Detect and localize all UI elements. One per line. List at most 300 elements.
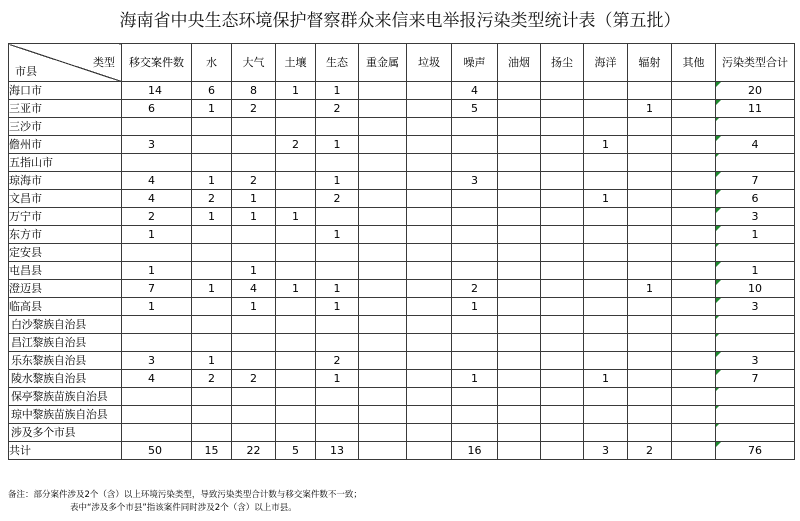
count-cell: 2 <box>232 100 276 118</box>
column-header: 生态 <box>316 44 359 82</box>
count-cell <box>498 406 541 424</box>
pollution-total-cell <box>716 316 795 334</box>
pollution-total-cell <box>716 154 795 172</box>
count-cell <box>541 100 584 118</box>
count-cell <box>672 316 716 334</box>
count-cell <box>316 244 359 262</box>
city-name-cell: 万宁市 <box>9 208 122 226</box>
count-cell <box>672 442 716 460</box>
city-name-cell: 三沙市 <box>9 118 122 136</box>
count-cell <box>192 388 232 406</box>
count-cell <box>584 226 628 244</box>
count-cell <box>498 298 541 316</box>
footnote-2: 表中“涉及多个市县”指该案件同时涉及2个（含）以上市县。 <box>70 503 297 513</box>
table-row <box>9 82 795 100</box>
count-cell <box>316 316 359 334</box>
statistics-table <box>8 43 795 460</box>
count-cell: 4 <box>122 370 192 388</box>
column-header: 海洋 <box>584 44 628 82</box>
count-cell <box>541 334 584 352</box>
count-cell <box>628 82 672 100</box>
count-cell <box>452 406 498 424</box>
count-cell <box>628 136 672 154</box>
count-cell <box>359 244 407 262</box>
count-cell <box>359 172 407 190</box>
count-cell: 6 <box>192 82 232 100</box>
count-cell <box>584 244 628 262</box>
count-cell <box>498 208 541 226</box>
pollution-total-cell: 3 <box>716 208 795 226</box>
count-cell <box>192 424 232 442</box>
count-cell: 1 <box>232 208 276 226</box>
count-cell <box>359 280 407 298</box>
count-cell <box>628 154 672 172</box>
count-cell <box>628 316 672 334</box>
footnote-1: 备注：部分案件涉及2个（含）以上环境污染类型，导致污染类型合计数与移交案件数不一致； <box>8 490 362 500</box>
count-cell <box>672 172 716 190</box>
column-header: 水 <box>192 44 232 82</box>
count-cell <box>192 226 232 244</box>
city-name-cell: 涉及多个市县 <box>9 424 122 442</box>
count-cell: 2 <box>628 442 672 460</box>
count-cell <box>232 388 276 406</box>
count-cell <box>498 262 541 280</box>
count-cell <box>584 388 628 406</box>
count-cell <box>359 352 407 370</box>
count-cell <box>672 388 716 406</box>
city-name-cell: 昌江黎族自治县 <box>9 334 122 352</box>
pollution-total-cell <box>716 244 795 262</box>
count-cell: 16 <box>452 442 498 460</box>
count-cell <box>541 154 584 172</box>
count-cell: 4 <box>452 82 498 100</box>
count-cell <box>316 334 359 352</box>
count-cell: 13 <box>316 442 359 460</box>
table-header-row <box>9 44 795 82</box>
count-cell <box>584 262 628 280</box>
count-cell <box>192 244 232 262</box>
count-cell <box>122 406 192 424</box>
count-cell <box>407 226 452 244</box>
count-cell: 1 <box>122 262 192 280</box>
count-cell: 2 <box>316 100 359 118</box>
count-cell <box>122 424 192 442</box>
count-cell <box>672 334 716 352</box>
city-name-cell: 海口市 <box>9 82 122 100</box>
count-cell <box>316 262 359 280</box>
count-cell: 3 <box>122 136 192 154</box>
column-header: 重金属 <box>359 44 407 82</box>
count-cell <box>407 280 452 298</box>
count-cell <box>672 262 716 280</box>
column-header: 大气 <box>232 44 276 82</box>
count-cell <box>498 316 541 334</box>
count-cell: 2 <box>276 136 316 154</box>
count-cell <box>122 334 192 352</box>
count-cell <box>407 388 452 406</box>
count-cell <box>672 136 716 154</box>
count-cell <box>672 100 716 118</box>
count-cell: 1 <box>122 298 192 316</box>
count-cell <box>541 316 584 334</box>
count-cell <box>672 424 716 442</box>
count-cell <box>584 100 628 118</box>
count-cell <box>359 316 407 334</box>
pollution-total-cell: 1 <box>716 226 795 244</box>
count-cell <box>584 280 628 298</box>
pollution-total-cell <box>716 334 795 352</box>
count-cell: 1 <box>316 136 359 154</box>
pollution-total-cell: 76 <box>716 442 795 460</box>
count-cell <box>359 442 407 460</box>
count-cell <box>232 244 276 262</box>
count-cell <box>232 352 276 370</box>
count-cell <box>628 352 672 370</box>
count-cell <box>541 280 584 298</box>
count-cell <box>498 442 541 460</box>
page-title: 海南省中央生态环境保护督察群众来信来电举报污染类型统计表（第五批） <box>119 11 681 31</box>
count-cell <box>584 352 628 370</box>
count-cell <box>276 406 316 424</box>
pollution-total-cell: 11 <box>716 100 795 118</box>
count-cell <box>541 442 584 460</box>
count-cell <box>276 172 316 190</box>
count-cell <box>541 172 584 190</box>
count-cell <box>672 280 716 298</box>
city-name-cell: 三亚市 <box>9 100 122 118</box>
count-cell: 50 <box>122 442 192 460</box>
count-cell <box>359 190 407 208</box>
count-cell <box>672 244 716 262</box>
count-cell: 5 <box>452 100 498 118</box>
count-cell: 2 <box>232 172 276 190</box>
count-cell <box>276 388 316 406</box>
table-row <box>9 280 795 298</box>
count-cell <box>628 208 672 226</box>
count-cell <box>672 118 716 136</box>
count-cell <box>359 298 407 316</box>
count-cell <box>672 208 716 226</box>
count-cell <box>407 442 452 460</box>
table-row <box>9 154 795 172</box>
count-cell <box>452 262 498 280</box>
pollution-total-cell: 10 <box>716 280 795 298</box>
table-row <box>9 334 795 352</box>
count-cell <box>452 226 498 244</box>
count-cell <box>232 154 276 172</box>
count-cell <box>359 118 407 136</box>
count-cell: 2 <box>192 370 232 388</box>
count-cell <box>407 424 452 442</box>
count-cell <box>232 226 276 244</box>
count-cell <box>541 298 584 316</box>
count-cell <box>584 334 628 352</box>
column-header: 辐射 <box>628 44 672 82</box>
count-cell <box>541 226 584 244</box>
count-cell <box>192 154 232 172</box>
count-cell <box>452 352 498 370</box>
count-cell <box>276 262 316 280</box>
count-cell <box>584 208 628 226</box>
count-cell <box>276 352 316 370</box>
count-cell <box>452 118 498 136</box>
city-name-cell: 乐东黎族自治县 <box>9 352 122 370</box>
column-header: 土壤 <box>276 44 316 82</box>
count-cell <box>498 334 541 352</box>
count-cell <box>452 136 498 154</box>
count-cell: 1 <box>316 82 359 100</box>
count-cell <box>407 406 452 424</box>
count-cell: 1 <box>192 352 232 370</box>
count-cell <box>584 172 628 190</box>
count-cell: 1 <box>316 280 359 298</box>
count-cell: 15 <box>192 442 232 460</box>
count-cell <box>192 298 232 316</box>
count-cell <box>359 136 407 154</box>
count-cell <box>407 118 452 136</box>
table-row <box>9 370 795 388</box>
count-cell <box>407 316 452 334</box>
count-cell <box>498 136 541 154</box>
count-cell: 1 <box>316 298 359 316</box>
count-cell <box>359 388 407 406</box>
count-cell: 1 <box>584 190 628 208</box>
pollution-total-cell <box>716 406 795 424</box>
count-cell <box>122 316 192 334</box>
count-cell <box>407 136 452 154</box>
count-cell <box>192 334 232 352</box>
count-cell: 1 <box>316 370 359 388</box>
count-cell: 1 <box>276 82 316 100</box>
count-cell <box>498 100 541 118</box>
count-cell <box>276 370 316 388</box>
count-cell <box>359 208 407 226</box>
count-cell <box>452 388 498 406</box>
count-cell <box>316 424 359 442</box>
table-row <box>9 406 795 424</box>
count-cell: 4 <box>122 172 192 190</box>
count-cell <box>407 154 452 172</box>
count-cell <box>672 298 716 316</box>
count-cell <box>407 208 452 226</box>
count-cell <box>407 244 452 262</box>
city-name-cell: 共计 <box>9 442 122 460</box>
count-cell <box>232 118 276 136</box>
count-cell: 3 <box>584 442 628 460</box>
count-cell <box>498 388 541 406</box>
count-cell <box>407 370 452 388</box>
count-cell <box>122 154 192 172</box>
count-cell: 2 <box>452 280 498 298</box>
pollution-total-cell: 7 <box>716 172 795 190</box>
count-cell <box>541 352 584 370</box>
count-cell <box>498 424 541 442</box>
city-name-cell: 五指山市 <box>9 154 122 172</box>
count-cell <box>498 244 541 262</box>
count-cell <box>452 208 498 226</box>
count-cell <box>407 298 452 316</box>
pollution-total-cell <box>716 424 795 442</box>
count-cell <box>452 424 498 442</box>
count-cell <box>584 82 628 100</box>
count-cell <box>192 262 232 280</box>
count-cell: 1 <box>584 136 628 154</box>
count-cell: 1 <box>192 100 232 118</box>
count-cell: 1 <box>452 370 498 388</box>
count-cell <box>407 172 452 190</box>
count-cell <box>316 388 359 406</box>
pollution-total-cell: 7 <box>716 370 795 388</box>
count-cell <box>628 334 672 352</box>
city-name-cell: 白沙黎族自治县 <box>9 316 122 334</box>
count-cell <box>628 298 672 316</box>
count-cell: 8 <box>232 82 276 100</box>
count-cell <box>452 244 498 262</box>
column-header: 移交案件数 <box>122 44 192 82</box>
count-cell <box>541 82 584 100</box>
table-row <box>9 352 795 370</box>
count-cell <box>672 190 716 208</box>
count-cell <box>359 154 407 172</box>
count-cell <box>584 424 628 442</box>
count-cell <box>672 226 716 244</box>
pollution-total-cell <box>716 118 795 136</box>
count-cell <box>359 370 407 388</box>
city-name-cell: 琼海市 <box>9 172 122 190</box>
count-cell: 2 <box>122 208 192 226</box>
count-cell <box>192 136 232 154</box>
count-cell <box>276 154 316 172</box>
count-cell: 22 <box>232 442 276 460</box>
table-row <box>9 262 795 280</box>
count-cell: 1 <box>122 226 192 244</box>
count-cell <box>407 100 452 118</box>
count-cell <box>541 208 584 226</box>
count-cell <box>359 82 407 100</box>
count-cell <box>276 118 316 136</box>
count-cell: 1 <box>276 280 316 298</box>
count-cell <box>122 388 192 406</box>
count-cell: 1 <box>232 298 276 316</box>
count-cell <box>407 190 452 208</box>
count-cell <box>407 352 452 370</box>
count-cell <box>498 370 541 388</box>
count-cell <box>232 316 276 334</box>
count-cell <box>628 172 672 190</box>
pollution-total-cell: 6 <box>716 190 795 208</box>
count-cell <box>672 406 716 424</box>
count-cell <box>628 424 672 442</box>
count-cell <box>232 136 276 154</box>
city-name-cell: 屯昌县 <box>9 262 122 280</box>
count-cell <box>628 262 672 280</box>
count-cell: 1 <box>192 280 232 298</box>
count-cell <box>584 118 628 136</box>
table-row <box>9 136 795 154</box>
city-name-cell: 陵水黎族自治县 <box>9 370 122 388</box>
count-cell <box>628 388 672 406</box>
count-cell <box>541 388 584 406</box>
count-cell: 1 <box>276 208 316 226</box>
table-row <box>9 298 795 316</box>
count-cell <box>276 298 316 316</box>
city-name-cell: 定安县 <box>9 244 122 262</box>
count-cell <box>276 334 316 352</box>
count-cell <box>276 244 316 262</box>
column-header: 噪声 <box>452 44 498 82</box>
count-cell: 4 <box>232 280 276 298</box>
column-header: 垃圾 <box>407 44 452 82</box>
count-cell <box>541 406 584 424</box>
count-cell <box>672 154 716 172</box>
count-cell <box>276 100 316 118</box>
table-row <box>9 100 795 118</box>
count-cell <box>672 352 716 370</box>
count-cell <box>232 406 276 424</box>
count-cell <box>541 244 584 262</box>
count-cell: 4 <box>122 190 192 208</box>
count-cell <box>541 118 584 136</box>
count-cell <box>628 190 672 208</box>
count-cell <box>276 316 316 334</box>
count-cell: 3 <box>452 172 498 190</box>
count-cell <box>316 406 359 424</box>
count-cell <box>192 406 232 424</box>
count-cell: 1 <box>628 100 672 118</box>
count-cell: 2 <box>316 352 359 370</box>
count-cell: 2 <box>316 190 359 208</box>
count-cell: 5 <box>276 442 316 460</box>
table-row <box>9 190 795 208</box>
count-cell <box>192 118 232 136</box>
count-cell <box>359 424 407 442</box>
count-cell <box>541 136 584 154</box>
count-cell <box>276 226 316 244</box>
city-name-cell: 儋州市 <box>9 136 122 154</box>
count-cell <box>407 262 452 280</box>
table-row <box>9 388 795 406</box>
corner-header-cell <box>9 44 122 82</box>
city-name-cell: 保亭黎族苗族自治县 <box>9 388 122 406</box>
table-row <box>9 118 795 136</box>
count-cell: 1 <box>232 190 276 208</box>
count-cell <box>498 226 541 244</box>
table-body <box>9 82 795 460</box>
type-axis-label: 类型 <box>93 56 115 69</box>
count-cell: 1 <box>628 280 672 298</box>
count-cell <box>628 370 672 388</box>
table-row <box>9 424 795 442</box>
count-cell <box>498 190 541 208</box>
count-cell: 1 <box>192 208 232 226</box>
count-cell <box>584 316 628 334</box>
count-cell: 7 <box>122 280 192 298</box>
count-cell <box>541 262 584 280</box>
column-header: 污染类型合计 <box>716 44 795 82</box>
count-cell: 1 <box>316 172 359 190</box>
count-cell: 1 <box>192 172 232 190</box>
column-header: 油烟 <box>498 44 541 82</box>
city-name-cell: 澄迈县 <box>9 280 122 298</box>
pollution-total-cell <box>716 388 795 406</box>
count-cell <box>541 424 584 442</box>
count-cell <box>276 424 316 442</box>
count-cell: 14 <box>122 82 192 100</box>
count-cell <box>541 370 584 388</box>
count-cell: 1 <box>316 226 359 244</box>
count-cell <box>628 226 672 244</box>
column-header: 其他 <box>672 44 716 82</box>
